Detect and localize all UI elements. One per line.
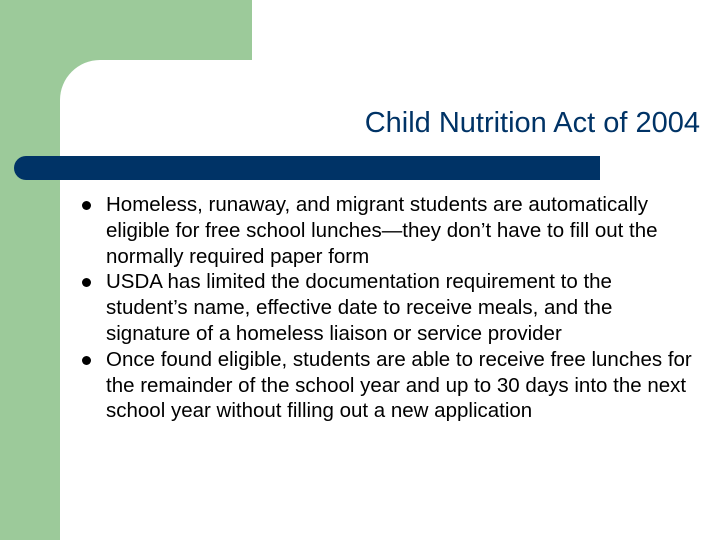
- bullet-item-documentation: [78, 269, 698, 346]
- bullet-item-eligibility: [78, 192, 698, 269]
- bullet-item-duration: [78, 347, 698, 424]
- bullet-text: Homeless, runaway, and migrant students are automatically eligible for free school lunches—they don’t have to fill out the normally required paper form: [106, 193, 658, 268]
- title-underline-bar: [14, 156, 600, 180]
- bullet-text: USDA has limited the documentation requirement to the student’s name, effective date to receive meals, and the signature of a homeless liaison or service provider: [106, 270, 613, 345]
- bullet-list: [78, 192, 698, 424]
- bullet-text: Once found eligible, students are able to receive free lunches for the remainder of the school year and up to 30 days into the next school year without filling out a new application: [106, 347, 692, 423]
- slide-title: Child Nutrition Act of 2004: [364, 107, 700, 139]
- bullet-dot-icon: [82, 201, 91, 210]
- bullet-dot-icon: [82, 278, 91, 287]
- bullet-dot-icon: [82, 356, 91, 365]
